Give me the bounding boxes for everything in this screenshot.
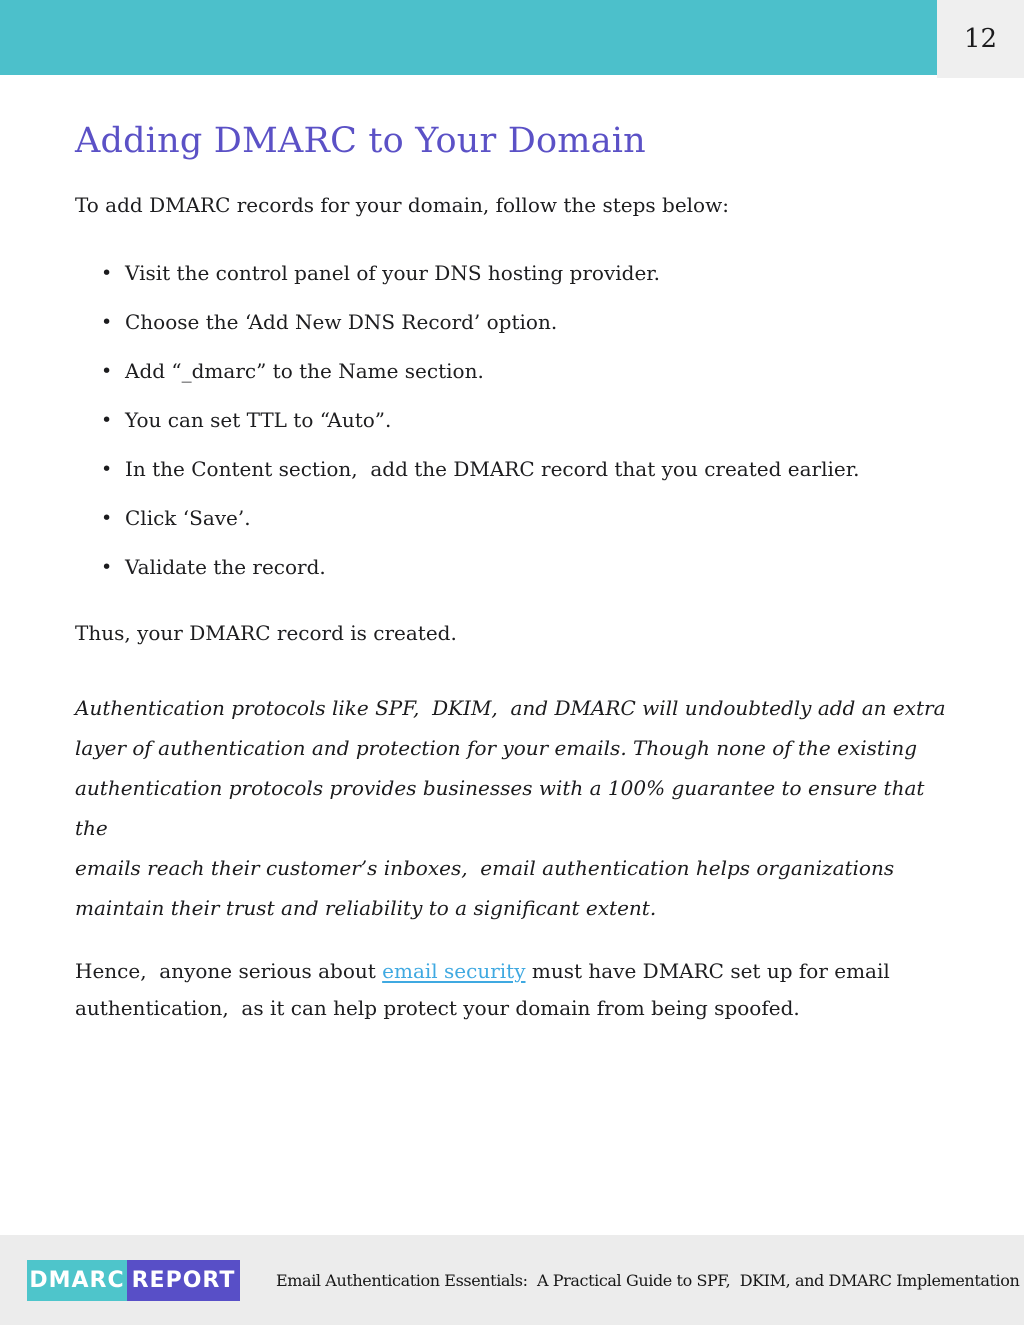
step-item-7: • Validate the record.: [75, 552, 954, 582]
step-item-5: • In the Content section, add the DMARC record that you created earlier.: [75, 454, 954, 484]
document-body: [0, 75, 1024, 1027]
page-number: 12: [963, 24, 998, 54]
page-number-box: [937, 0, 1024, 78]
logo-report-block: REPORT: [127, 1260, 240, 1301]
footer-title: Email Authentication Essentials: A Practical Guide to SPF, DKIM, and DMARC Implementation: [276, 1270, 1020, 1290]
closing-text-after: must have DMARC set up for email authentication, as it can help protect your domain from being spoofed.: [75, 959, 897, 1020]
header-teal-bar: [0, 0, 937, 75]
note-line: maintain their trust and reliability to a significant extent.: [75, 896, 657, 920]
step-item-3: • Add “_dmarc” to the Name section.: [75, 356, 954, 386]
note-line: Authentication protocols like SPF, DKIM, and DMARC will undoubtedly add an extra: [75, 696, 946, 720]
note-line: layer of authentication and protection for your emails. Though none of the existing: [75, 736, 918, 760]
dmarc-report-logo: [27, 1260, 240, 1301]
closing-text-before: Hence, anyone serious about: [75, 959, 383, 983]
steps-list: [75, 258, 954, 582]
conclusion-paragraph: Thus, your DMARC record is created.: [75, 621, 457, 645]
step-item-1: • Visit the control panel of your DNS hosting provider.: [75, 258, 954, 288]
step-item-6: • Click ‘Save’.: [75, 503, 954, 533]
intro-paragraph: To add DMARC records for your domain, follow the steps below:: [75, 193, 729, 217]
note-paragraph: [75, 688, 954, 928]
note-line: emails reach their customer’s inboxes, email authentication helps organizations: [75, 856, 895, 880]
closing-paragraph: [75, 953, 954, 1027]
email-security-link[interactable]: email security: [382, 959, 526, 983]
note-line: authentication protocols provides businesses with a 100% guarantee to ensure that the: [75, 776, 931, 840]
step-item-2: • Choose the ‘Add New DNS Record’ option.: [75, 307, 954, 337]
page-title: Adding DMARC to Your Domain: [75, 121, 646, 161]
page-footer: [0, 1235, 1024, 1325]
step-item-4: • You can set TTL to “Auto”.: [75, 405, 954, 435]
logo-dmarc-block: DMARC: [27, 1260, 127, 1301]
